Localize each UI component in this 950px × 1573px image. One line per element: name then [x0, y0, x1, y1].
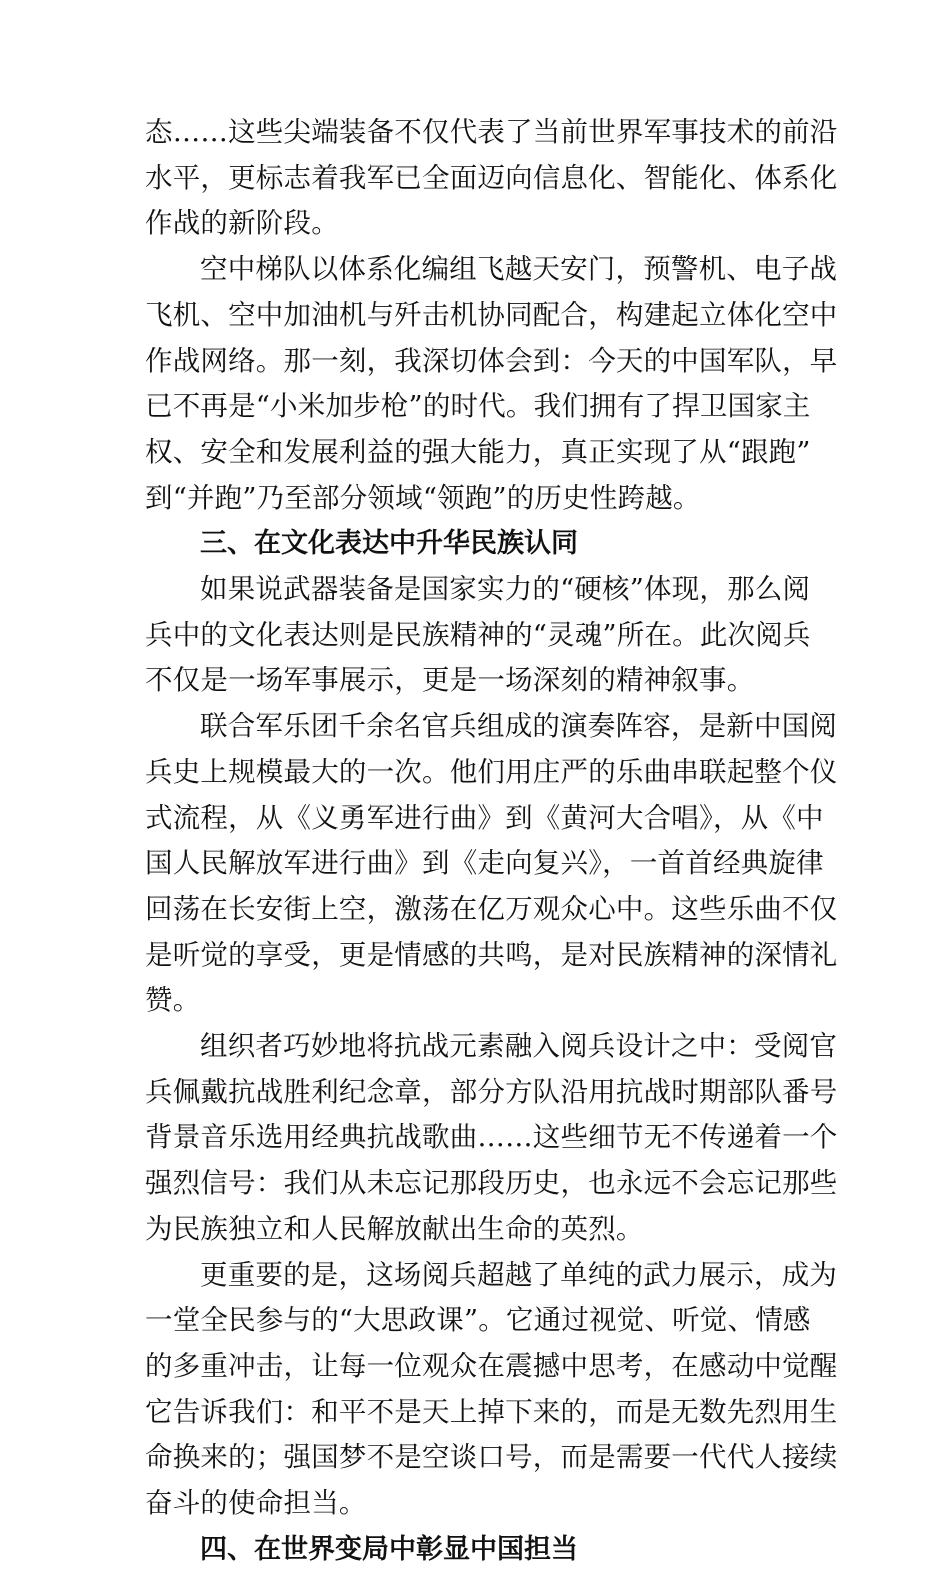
- text-line: 为民族独立和人民解放献出生命的英烈。: [145, 1212, 644, 1245]
- text-line: 权、安全和发展利益的强大能力，真正实现了从“跟跑”: [145, 435, 811, 468]
- paragraph: [145, 247, 838, 521]
- paragraph: [145, 1253, 838, 1527]
- paragraph: [145, 567, 811, 704]
- text-line: 国人民解放军进行曲》到《走向复兴》，一首首经典旋律: [145, 847, 824, 880]
- paragraph: [145, 704, 838, 1024]
- text-line: 强烈信号：我们从未忘记那段历史，也永远不会忘记那些: [145, 1167, 838, 1200]
- paragraph: [145, 110, 838, 247]
- text-line: 式流程，从《义勇军进行曲》到《黄河大合唱》，从《中: [145, 801, 824, 834]
- section-heading: 三、在文化表达中升华民族认同: [200, 528, 578, 560]
- section-heading: 四、在世界变局中彰显中国担当: [200, 1533, 578, 1565]
- text-line: 背景音乐选用经典抗战歌曲……这些细节无不传递着一个: [145, 1121, 838, 1154]
- text-line: 的多重冲击，让每一位观众在震撼中思考，在感动中觉醒: [145, 1349, 838, 1382]
- text-line: 水平，更标志着我军已全面迈向信息化、智能化、体系化: [145, 161, 838, 194]
- text-line: 兵史上规模最大的一次。他们用庄严的乐曲串联起整个仪: [145, 755, 838, 788]
- text-line: 态……这些尖端装备不仅代表了当前世界军事技术的前沿: [145, 116, 838, 148]
- text-line: 空中梯队以体系化编组飞越天安门，预警机、电子战: [200, 253, 838, 286]
- paragraph: [145, 1024, 838, 1253]
- document-page: [145, 110, 838, 1573]
- text-line: 它告诉我们：和平不是天上掉下来的，而是无数先烈用生: [145, 1395, 838, 1428]
- text-line: 命换来的；强国梦不是空谈口号，而是需要一代代人接续: [145, 1441, 838, 1474]
- text-line: 作战网络。那一刻，我深切体会到：今天的中国军队，早: [145, 344, 838, 377]
- text-line: 联合军乐团千余名官兵组成的演奏阵容，是新中国阅: [200, 710, 838, 743]
- text-line: 更重要的是，这场阅兵超越了单纯的武力展示，成为: [200, 1258, 838, 1291]
- text-line: 兵中的文化表达则是民族精神的“灵魂”所在。此次阅兵: [145, 618, 811, 651]
- text-line: 作战的新阶段。: [145, 207, 339, 240]
- text-line: 是听觉的享受，更是情感的共鸣，是对民族精神的深情礼: [145, 938, 838, 971]
- text-line: 一堂全民参与的“大思政课”。它通过视觉、听觉、情感: [145, 1304, 811, 1337]
- text-line: 不仅是一场军事展示，更是一场深刻的精神叙事。: [145, 664, 755, 697]
- text-line: 飞机、空中加油机与歼击机协同配合，构建起立体化空中: [145, 298, 838, 331]
- text-line: 组织者巧妙地将抗战元素融入阅兵设计之中：受阅官: [200, 1030, 838, 1063]
- text-line: 如果说武器装备是国家实力的“硬核”体现，那么阅: [200, 573, 811, 606]
- text-line: 已不再是“小米加步枪”的时代。我们拥有了捍卫国家主: [145, 390, 811, 423]
- text-line: 兵佩戴抗战胜利纪念章，部分方队沿用抗战时期部队番号: [145, 1075, 838, 1108]
- text-line: 赞。: [145, 984, 201, 1017]
- text-line: 回荡在长安街上空，激荡在亿万观众心中。这些乐曲不仅: [145, 892, 838, 925]
- text-line: 奋斗的使命担当。: [145, 1487, 367, 1520]
- text-line: 到“并跑”乃至部分领域“领跑”的历史性跨越。: [145, 481, 701, 514]
